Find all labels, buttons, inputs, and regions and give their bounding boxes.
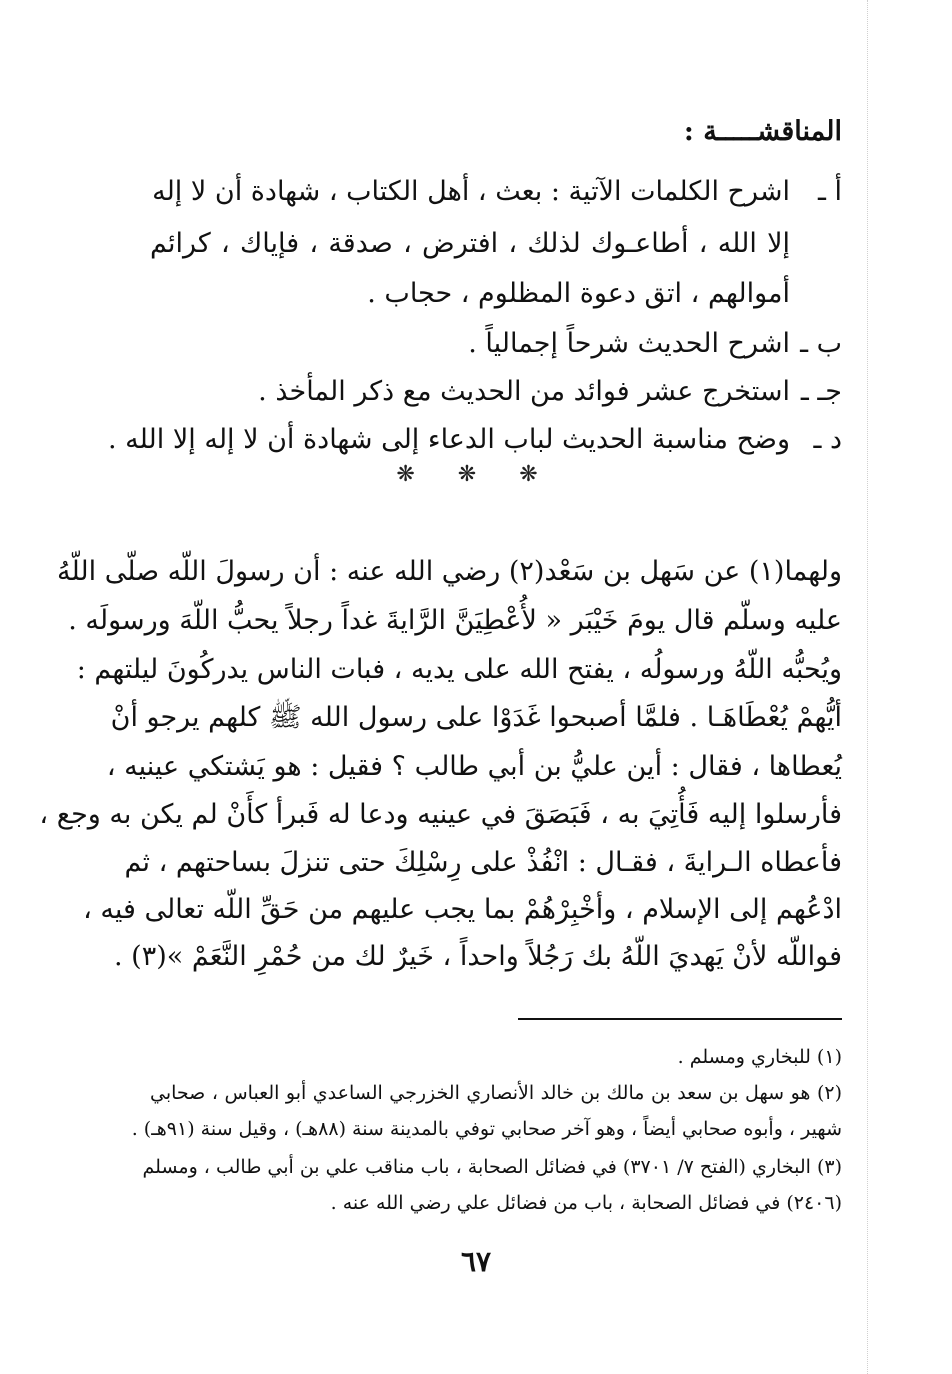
question-b-marker: ب ـ (800, 328, 842, 359)
hadith-line: ويُحبُّه اللّهُ ورسولُه ، يفتح الله على يديه ، فبات الناس يدركُونَ ليلتهم : (76, 654, 842, 685)
question-a-line-3: أموالهم ، اتق دعوة المظلوم ، حجاب . (367, 278, 790, 309)
question-c-marker: جـ ـ (800, 376, 842, 407)
question-d-marker: د ـ (813, 424, 842, 455)
hadith-line: أيُّهمْ يُعْطَاهَـا . فلمَّا أصبحوا غَدَوْا على رسول الله ﷺ كلهم يرجو أنْ (110, 702, 842, 733)
question-a-marker: أ ـ (818, 176, 842, 207)
footnote-line: (٢) هو سهل بن سعد بن مالك بن خالد الأنصاري الخزرجي الساعدي أبو العباس ، صحابي (150, 1082, 842, 1104)
question-c-text: استخرج عشر فوائد من الحديث مع ذكر المأخذ . (258, 376, 790, 407)
footnote-line: شهير ، وأبوه صحابي أيضاً ، وهو آخر صحابي توفي بالمدينة سنة (٨٨هـ) ، وقيل سنة (٩١هـ) . (131, 1118, 842, 1140)
question-a-line-1 (150, 172, 842, 212)
hadith-line: فواللّه لأنْ يَهديَ اللّهُ بك رَجُلاً واحداً ، خَيرٌ لك من حُمْرِ النَّعَمْ »(٣) . (113, 941, 842, 972)
question-a-text-1: اشرح الكلمات الآتية : بعث ، أهل الكتاب ، شهادة أن لا إله (152, 176, 790, 207)
discussion-heading: المناقشـــــة : (683, 116, 842, 147)
hadith-line: يُعطاها ، فقال : أين عليُّ بن أبي طالب ؟ فقيل : هو يَشتكي عينيه ، (106, 751, 842, 782)
hadith-line: ادْعُهم إلى الإسلام ، وأخْبِرْهُمْ بما يجب عليهم من حَقِّ اللّه تعالى فيه ، (83, 894, 842, 925)
question-b-line (150, 324, 842, 364)
hadith-line: فأعطاه الـرايةَ ، فقـال : انْفُذْ على رِسْلِكَ حتى تنزلَ بساحتهم ، ثم (124, 847, 842, 878)
page-number: ٦٧ (460, 1245, 492, 1278)
footnote-line: (٢٤٠٦) في فضائل الصحابة ، باب من فضائل علي رضي الله عنه . (330, 1192, 842, 1214)
question-b-text: اشرح الحديث شرحاً إجمالياً . (468, 328, 790, 359)
hadith-line: ولهما(١) عن سَهل بن سَعْد(٢) رضي الله عنه : أن رسولَ اللّه صلّى اللّهُ (56, 556, 842, 587)
question-a-line-2: إلا الله ، أطاعـوك لذلك ، افترض ، صدقة ، فإياك ، كرائم (150, 228, 790, 259)
footnote-line: (١) للبخاري ومسلم . (677, 1046, 842, 1068)
footnote-line: (٣) البخاري (الفتح ٧/ ٣٧٠١) في فضائل الصحابة ، باب مناقب علي بن أبي طالب ، ومسلم (142, 1156, 842, 1178)
scan-edge-line (867, 0, 868, 1374)
hadith-line: فأرسلوا إليه فَأُتِيَ به ، فَبَصَقَ في عينيه ودعا له فَبرأ كأَنْ لم يكن به وجع ، (39, 799, 842, 830)
question-d-line (107, 420, 842, 460)
question-c-line (150, 372, 842, 412)
hadith-line: عليه وسلّم قال يومَ خَيْبَر « لأُعْطِيَنَّ الرَّايةَ غداً رجلاً يحبُّ اللّهَ ورسولَه . (68, 605, 842, 636)
section-separator: ❋ ❋ ❋ (396, 462, 556, 487)
footnote-divider (518, 1018, 842, 1020)
question-d-text: وضح مناسبة الحديث لباب الدعاء إلى شهادة أن لا إله إلا الله . (107, 424, 790, 455)
